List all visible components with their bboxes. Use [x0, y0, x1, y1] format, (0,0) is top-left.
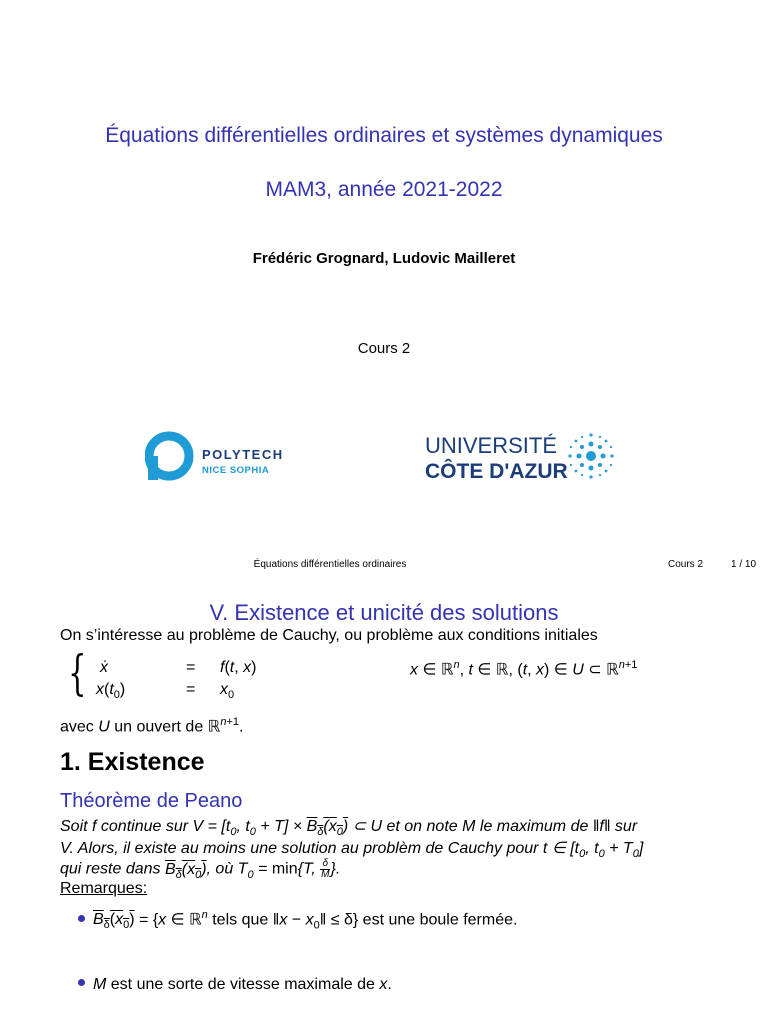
polytech-sub: NICE SOPHIA — [202, 465, 270, 476]
bullet-item-1: $B_\delta(x_0) = \{x$ ∈ ℝ$^n$ tels que ‖x − $x_0‖ \le \delta$} est une boule fermée. — [78, 909, 517, 932]
theorem-line-2: V. Alors, il existe au moins une solution au problèm de Cauchy pour t ∈ [$t_0$, $t_0 + T_0$] — [60, 840, 644, 861]
polytech-logo — [145, 430, 315, 482]
footer-course: Cours 2 — [668, 559, 704, 570]
slide-title: Équations différentielles ordinaires et systèmes dynamiques — [105, 124, 663, 147]
authors: Frédéric Grognard, Ludovic Mailleret — [252, 250, 516, 267]
course-label: Cours 2 — [357, 340, 411, 357]
bullet-dot — [78, 979, 85, 986]
intro-text: On s’intéresse au problème de Cauchy, ou problème aux conditions initiales — [60, 627, 598, 644]
bullet-item-2: M est une sorte de vitesse maximale de x. — [78, 976, 392, 994]
uca-sub: CÔTE D'AZUR — [425, 460, 568, 483]
section-title: V. Existence et unicité des solutions — [209, 600, 559, 625]
avec-line: avec U un ouvert de ℝ$^{n+1}$. — [60, 716, 244, 736]
theorem-title: Théorème de Peano — [60, 790, 243, 812]
theorem-line-3: qui reste dans $B_\delta(x_0)$, où $T_0 = \min\{T$, $\frac{\delta}{M}$ }. — [60, 858, 341, 881]
remarks-label: Remarques: — [60, 880, 148, 897]
universite-cote-azur-logo — [425, 428, 620, 483]
bullet-dot — [78, 915, 85, 922]
polytech-name: POLYTECH — [202, 447, 284, 462]
theorem-line-1: Soit f continue sur $V = [t_0$, $t_0 + T] \times B_\delta(x_0)$ ⊂ U et on note M le maximum de ‖f‖ sur — [60, 818, 638, 839]
footer-title: Équations différentielles ordinaires — [253, 559, 407, 570]
slide-subtitle: MAM3, année 2021-2022 — [265, 178, 503, 201]
footer-page: 1 / 10 — [731, 559, 757, 570]
uca-name: UNIVERSITÉ — [425, 433, 558, 458]
left-brace: { — [68, 645, 87, 701]
cauchy-system: { ẋ = f(t, x) x ∈ ℝ$^n$, t ∈ ℝ, (t, x) ∈ U ⊂ ℝ$^{n+1}$ $x(t_0)$ = $x_0$ — [68, 645, 638, 702]
subsection-title: 1. Existence — [60, 748, 205, 776]
